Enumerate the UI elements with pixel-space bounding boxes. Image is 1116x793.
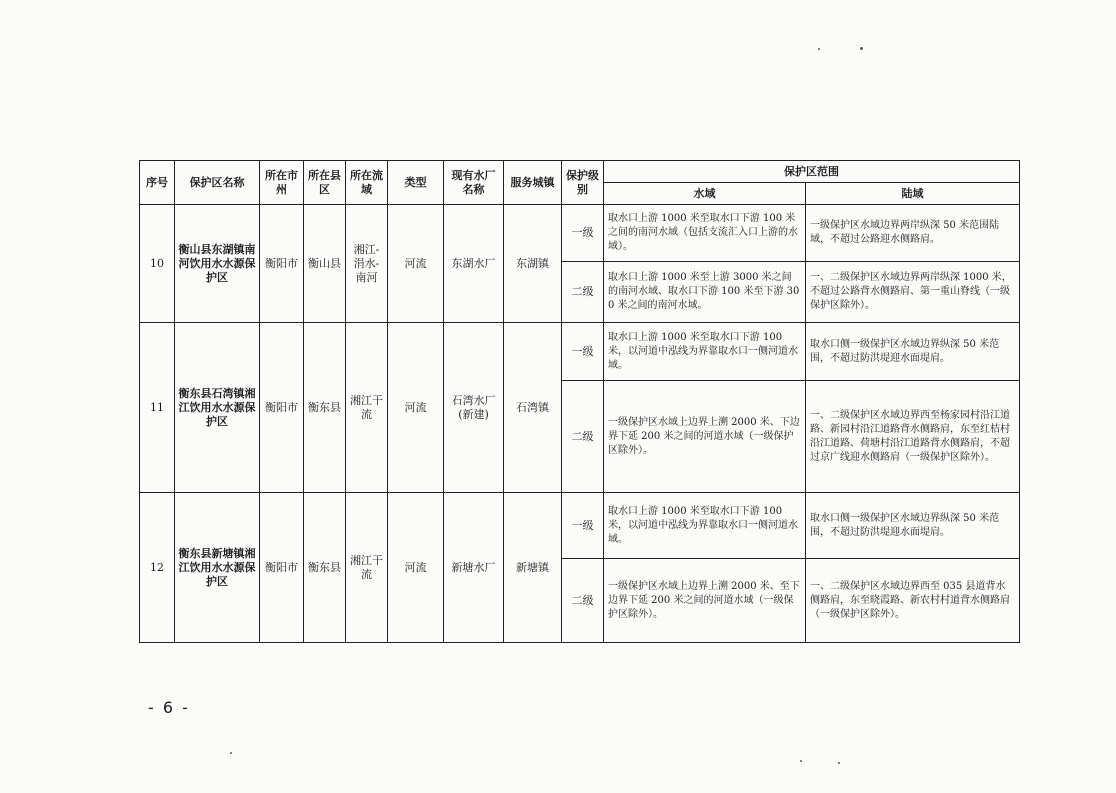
cell-level: 二级 [562, 381, 604, 493]
page-number: - 6 - [148, 698, 190, 717]
cell-name: 衡东县新塘镇湘江饮用水水源保护区 [175, 493, 260, 643]
cell-city: 衡阳市 [260, 323, 304, 493]
header-town: 服务城镇 [504, 161, 562, 205]
cell-name: 衡山县东湖镇南河饮用水水源保护区 [175, 205, 260, 323]
cell-water: 一级保护区水域上边界上溯 2000 米、下边界下延 200 米之间的河道水域（一级保护区除外）。 [604, 381, 806, 493]
cell-county: 衡东县 [304, 493, 346, 643]
protection-zone-table [139, 160, 1020, 643]
cell-type: 河流 [388, 493, 444, 643]
header-county: 所在县区 [304, 161, 346, 205]
cell-plant: 新塘水厂 [444, 493, 504, 643]
cell-county: 衡山县 [304, 205, 346, 323]
cell-water: 取水口上游 1000 米至上游 3000 米之间的南河水域、取水口下游 100 米至下游 300 米之间的南河水域。 [604, 262, 806, 323]
header-plant: 现有水厂名称 [444, 161, 504, 205]
header-water: 水域 [604, 183, 806, 205]
cell-land: 一、二级保护区水域边界西至 035 县道背水侧路肩，东至晓霞路、新农村村道背水侧路肩（一级保护区除外）。 [806, 559, 1020, 643]
header-level: 保护级别 [562, 161, 604, 205]
scan-speck [860, 47, 863, 50]
cell-type: 河流 [388, 323, 444, 493]
cell-land: 一级保护区水域边界两岸纵深 50 米范围陆域，不超过公路迎水侧路肩。 [806, 205, 1020, 262]
cell-water: 取水口上游 1000 米至取水口下游 100 米之间的南河水域（包括支流汇入口上游的水域）。 [604, 205, 806, 262]
table-row [140, 323, 1020, 381]
cell-land: 取水口侧一级保护区水域边界纵深 50 米范围，不超过防洪堤迎水面堤肩。 [806, 493, 1020, 559]
cell-plant: 石湾水厂(新建) [444, 323, 504, 493]
scan-speck [230, 752, 232, 754]
cell-basin: 湘江干流 [346, 493, 388, 643]
cell-city: 衡阳市 [260, 493, 304, 643]
table-row [140, 205, 1020, 262]
table-row [140, 493, 1020, 559]
cell-land: 取水口侧一级保护区水域边界纵深 50 米范围，不超过防洪堤迎水面堤肩。 [806, 323, 1020, 381]
scan-speck [800, 760, 802, 762]
cell-city: 衡阳市 [260, 205, 304, 323]
cell-plant: 东湖水厂 [444, 205, 504, 323]
cell-town: 石湾镇 [504, 323, 562, 493]
header-basin: 所在流域 [346, 161, 388, 205]
header-row [140, 161, 1020, 183]
scan-speck [818, 48, 820, 50]
cell-level: 二级 [562, 559, 604, 643]
cell-land: 一、二级保护区水域边界两岸纵深 1000 米，不超过公路背水侧路肩、第一重山脊线（一级保护区除外）。 [806, 262, 1020, 323]
cell-county: 衡东县 [304, 323, 346, 493]
cell-town: 新塘镇 [504, 493, 562, 643]
header-scope: 保护区范围 [604, 161, 1020, 183]
cell-seq: 12 [140, 493, 175, 643]
cell-level: 二级 [562, 262, 604, 323]
cell-level: 一级 [562, 493, 604, 559]
cell-level: 一级 [562, 205, 604, 262]
header-type: 类型 [388, 161, 444, 205]
cell-basin: 湘江-涓水-南河 [346, 205, 388, 323]
header-seq: 序号 [140, 161, 175, 205]
cell-seq: 10 [140, 205, 175, 323]
cell-water: 取水口上游 1000 米至取水口下游 100 米，以河道中泓线为界靠取水口一侧河道水域。 [604, 323, 806, 381]
cell-basin: 湘江干流 [346, 323, 388, 493]
cell-water: 一级保护区水域上边界上溯 2000 米、至下边界下延 200 米之间的河道水域（一级保护区除外）。 [604, 559, 806, 643]
cell-type: 河流 [388, 205, 444, 323]
scan-speck [838, 762, 840, 764]
cell-name: 衡东县石湾镇湘江饮用水水源保护区 [175, 323, 260, 493]
header-city: 所在市州 [260, 161, 304, 205]
cell-town: 东湖镇 [504, 205, 562, 323]
cell-water: 取水口上游 1000 米至取水口下游 100 米，以河道中泓线为界靠取水口一侧河道水域。 [604, 493, 806, 559]
cell-level: 一级 [562, 323, 604, 381]
header-land: 陆域 [806, 183, 1020, 205]
header-name: 保护区名称 [175, 161, 260, 205]
cell-land: 一、二级保护区水域边界西至杨家园村沿江道路、新园村沿江道路背水侧路肩，东至红桔村沿江道路、荷塘村沿江道路背水侧路肩，不超过京广线迎水侧路肩（一级保护区除外）。 [806, 381, 1020, 493]
cell-seq: 11 [140, 323, 175, 493]
